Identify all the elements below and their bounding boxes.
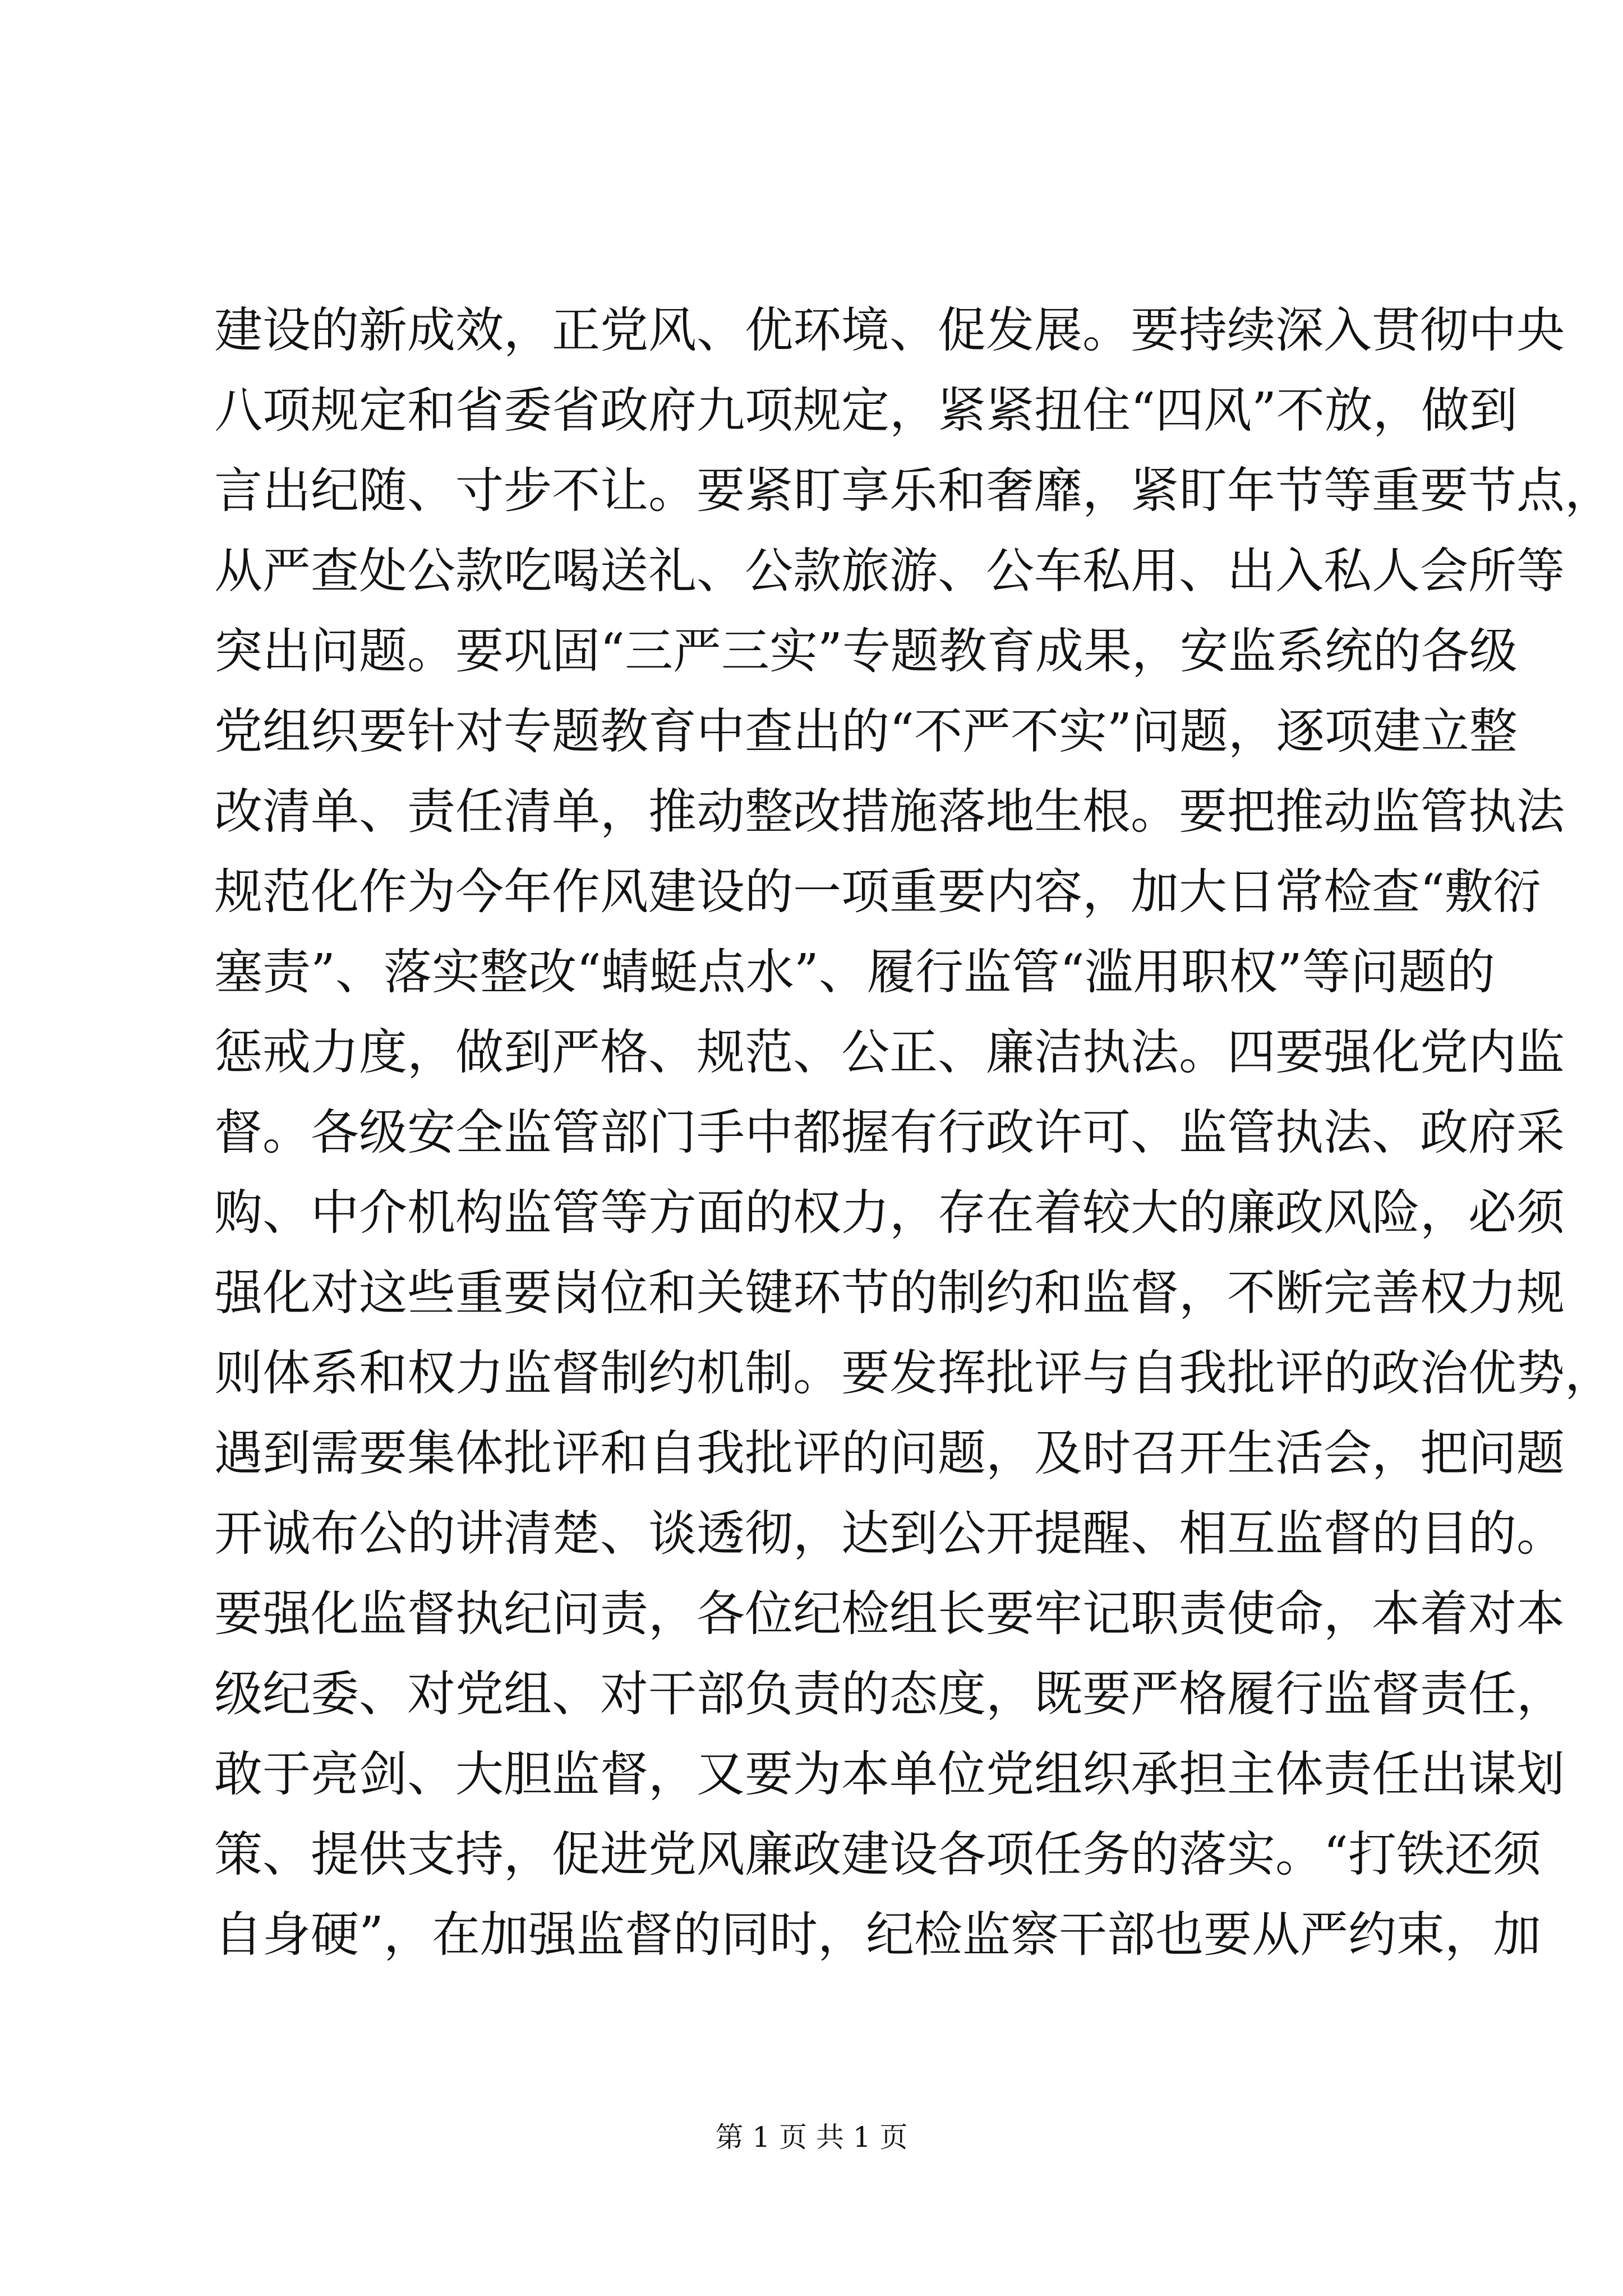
- text-line: 八项规定和省委省政府九项规定，紧紧扭住“四风”不放，做到: [214, 383, 1518, 439]
- text-line: 开诚布公的讲清楚、谈透彻，达到公开提醒、相互监督的目的。: [214, 1506, 1565, 1562]
- text-line: 从严查处公款吃喝送礼、公款旅游、公车私用、出入私人会所等: [214, 543, 1565, 599]
- text-line: 强化对这些重要岗位和关键环节的制约和监督，不断完善权力规: [214, 1265, 1565, 1321]
- text-line: 遇到需要集体批评和自我批评的问题，及时召开生活会，把问题: [214, 1425, 1565, 1481]
- text-line: 党组织要针对专题教育中查出的“不严不实”问题，逐项建立整: [214, 703, 1518, 760]
- text-line: 自身硬”，在加强监督的同时，纪检监察干部也要从严约束，加: [214, 1907, 1541, 1963]
- document-body: [214, 291, 1613, 1975]
- text-line: 策、提供支持，促进党风廉政建设各项任务的落实。“打铁还须: [214, 1826, 1541, 1883]
- page-footer: [0, 2120, 1623, 2154]
- page-number: 第 1 页 共 1 页: [715, 2121, 908, 2154]
- text-line: 要强化监督执纪问责，各位纪检组长要牢记职责使命，本着对本: [214, 1586, 1565, 1642]
- text-line: 建设的新成效，正党风、优环境、促发展。要持续深入贯彻中央: [214, 302, 1565, 358]
- text-line: 购、中介机构监管等方面的权力，存在着较大的廉政风险，必须: [214, 1185, 1565, 1241]
- text-line: 突出问题。要巩固“三严三实”专题教育成果，安监系统的各级: [214, 623, 1518, 679]
- text-line: 规范化作为今年作风建设的一项重要内容，加大日常检查“敷衍: [214, 864, 1541, 920]
- text-line: 塞责”、落实整改“蜻蜓点水”、履行监管“滥用职权”等问题的: [214, 944, 1495, 1000]
- text-line: 督。各级安全监管部门手中都握有行政许可、监管执法、政府采: [214, 1105, 1565, 1161]
- text-line: 惩戒力度，做到严格、规范、公正、廉洁执法。四要强化党内监: [214, 1024, 1565, 1080]
- text-line: 敢于亮剑、大胆监督，又要为本单位党组织承担主体责任出谋划: [214, 1746, 1565, 1802]
- text-line: 级纪委、对党组、对干部负责的态度，既要严格履行监督责任，: [214, 1666, 1565, 1722]
- text-line: 改清单、责任清单，推动整改措施落地生根。要把推动监管执法: [214, 784, 1565, 840]
- text-line: 言出纪随、寸步不让。要紧盯享乐和奢靡，紧盯年节等重要节点，: [214, 463, 1613, 519]
- text-line: 则体系和权力监督制约机制。要发挥批评与自我批评的政治优势，: [214, 1345, 1613, 1401]
